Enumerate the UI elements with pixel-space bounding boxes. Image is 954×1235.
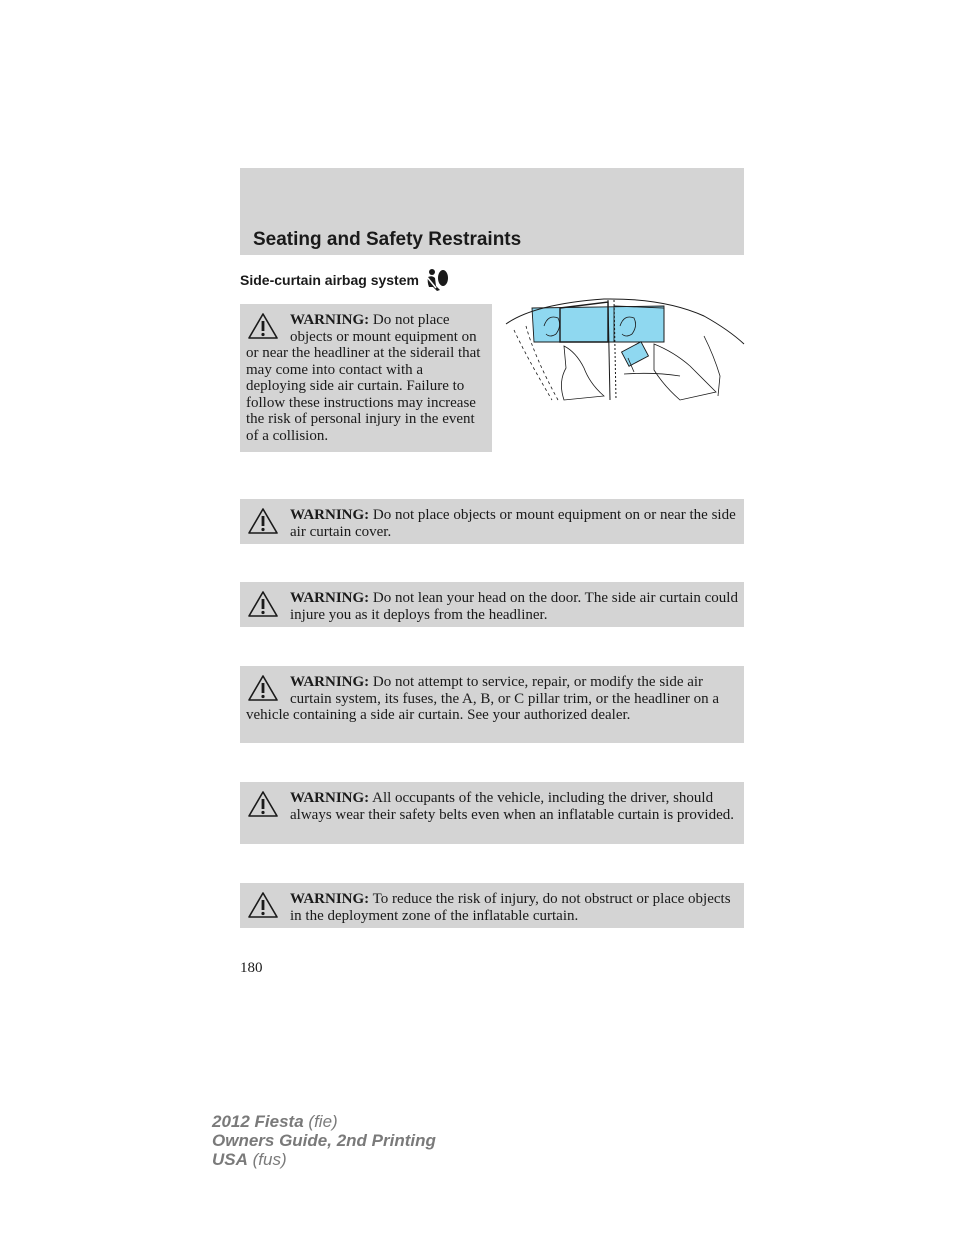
footer-market: USA <box>212 1150 248 1169</box>
warning-triangle-icon <box>247 507 279 535</box>
warning-label: WARNING: <box>290 507 370 523</box>
warning-triangle-icon <box>247 674 279 702</box>
warning-text: Do not attempt to service, repair, or modify the side air curtain system, its fuses, the A, B, or C pillar trim, or the headliner on a vehicle containing a side air curtain. See your authorized dealer. <box>246 674 720 723</box>
airbag-occupant-icon <box>423 268 449 292</box>
warning-triangle-icon <box>247 790 279 818</box>
warning-triangle-icon <box>247 590 279 618</box>
footer-edition: Owners Guide, 2nd Printing <box>212 1131 436 1150</box>
warning-text: To reduce the risk of injury, do not obstruct or place objects in the deployment zone of the inflatable curtain. <box>290 891 731 924</box>
subsection-title: Side-curtain airbag system <box>240 272 419 288</box>
footer-market-code: (fus) <box>252 1150 287 1169</box>
warning-text: Do not place objects or mount equipment on or near the headliner at the siderail that may come into contact with a deploying side air curtain. Failure to follow these instructions may increase the risk of personal injury in the event of a collision. <box>246 312 481 444</box>
warning-label: WARNING: <box>290 674 370 690</box>
document-footer <box>212 1112 436 1169</box>
warning-text: Do not place objects or mount equipment on or near the side air curtain cover. <box>290 507 736 540</box>
warning-text: All occupants of the vehicle, including the driver, should always wear their safety belts even when an inflatable curtain is provided. <box>290 790 735 823</box>
warning-box <box>240 666 744 743</box>
warning-box <box>240 782 744 844</box>
warning-text: Do not lean your head on the door. The side air curtain could injure you as it deploys from the headliner. <box>290 590 738 623</box>
warning-box <box>240 499 744 544</box>
warning-triangle-icon <box>247 891 279 919</box>
side-curtain-illustration <box>504 296 746 404</box>
warning-box <box>240 304 492 452</box>
page-number: 180 <box>240 960 263 976</box>
warning-triangle-icon <box>247 312 279 340</box>
footer-model-code: (fie) <box>308 1112 338 1131</box>
footer-model: 2012 Fiesta <box>212 1112 304 1131</box>
subsection-heading <box>240 268 449 292</box>
warning-label: WARNING: <box>290 312 370 328</box>
warning-label: WARNING: <box>290 790 370 806</box>
warning-box <box>240 883 744 928</box>
warning-label: WARNING: <box>290 891 370 907</box>
warning-box <box>240 582 744 627</box>
section-title: Seating and Safety Restraints <box>253 229 522 250</box>
warning-label: WARNING: <box>290 590 370 606</box>
